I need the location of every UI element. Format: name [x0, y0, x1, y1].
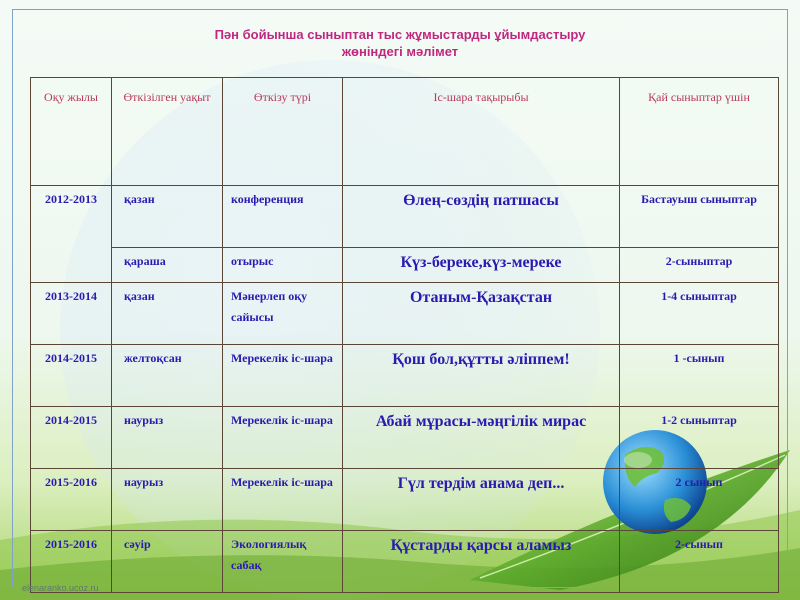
cell-topic: Отаным-Қазақстан	[343, 283, 620, 345]
cell-year: 2013-2014	[31, 283, 112, 345]
cell-type: Мерекелік іс-шара	[223, 407, 343, 469]
page-title	[150, 26, 650, 60]
cell-audience: 1-4 сыныптар	[620, 283, 779, 345]
cell-topic: Өлең-сөздің патшасы	[343, 186, 620, 248]
cell-time: наурыз	[112, 407, 223, 469]
cell-time: сәуір	[112, 531, 223, 593]
cell-topic: Қош бол,құтты әліппем!	[343, 345, 620, 407]
table-header-row	[31, 78, 779, 186]
cell-type: Мәнерлеп оқу сайысы	[223, 283, 343, 345]
header-topic: Іс-шара тақырыбы	[343, 78, 620, 186]
header-time: Өткізілген уақыт	[112, 78, 223, 186]
cell-audience: 2-сыныптар	[620, 248, 779, 283]
cell-type: Мерекелік іс-шара	[223, 345, 343, 407]
cell-time: желтоқсан	[112, 345, 223, 407]
table-row	[31, 345, 779, 407]
cell-time: қазан	[112, 186, 223, 248]
header-audience: Қай сыныптар үшін	[620, 78, 779, 186]
source-credit: elenaranko.ucoz.ru	[22, 583, 99, 593]
cell-audience: 1-2 сыныптар	[620, 407, 779, 469]
table-row	[31, 469, 779, 531]
cell-time: қараша	[112, 248, 223, 283]
title-line-1: Пән бойынша сыныптан тыс жұмыстарды ұйымдастыру	[214, 27, 586, 42]
cell-time: қазан	[112, 283, 223, 345]
cell-year: 2014-2015	[31, 345, 112, 407]
table-row	[31, 248, 779, 283]
table-row	[31, 186, 779, 248]
cell-time: наурыз	[112, 469, 223, 531]
cell-year: 2015-2016	[31, 531, 112, 593]
cell-audience: 2-сынып	[620, 531, 779, 593]
cell-topic: Абай мұрасы-мәңгілік мирас	[343, 407, 620, 469]
cell-audience: Бастауыш сыныптар	[620, 186, 779, 248]
activities-table	[30, 77, 779, 593]
table-row	[31, 531, 779, 593]
cell-audience: 1 -сынып	[620, 345, 779, 407]
cell-type: Мерекелік іс-шара	[223, 469, 343, 531]
cell-audience: 2 сынып	[620, 469, 779, 531]
title-line-2: жөніндегі мәлімет	[341, 44, 459, 59]
table-row	[31, 283, 779, 345]
cell-type: конференция	[223, 186, 343, 248]
header-type: Өткізу түрі	[223, 78, 343, 186]
cell-type: Экологиялық сабақ	[223, 531, 343, 593]
cell-topic: Күз-береке,күз-мереке	[343, 248, 620, 283]
cell-topic: Құстарды қарсы аламыз	[343, 531, 620, 593]
header-year: Оқу жылы	[31, 78, 112, 186]
cell-type: отырыс	[223, 248, 343, 283]
cell-year: 2014-2015	[31, 407, 112, 469]
table-row	[31, 407, 779, 469]
cell-topic: Гүл тердім анама деп...	[343, 469, 620, 531]
cell-year: 2012-2013	[31, 186, 112, 283]
cell-year: 2015-2016	[31, 469, 112, 531]
